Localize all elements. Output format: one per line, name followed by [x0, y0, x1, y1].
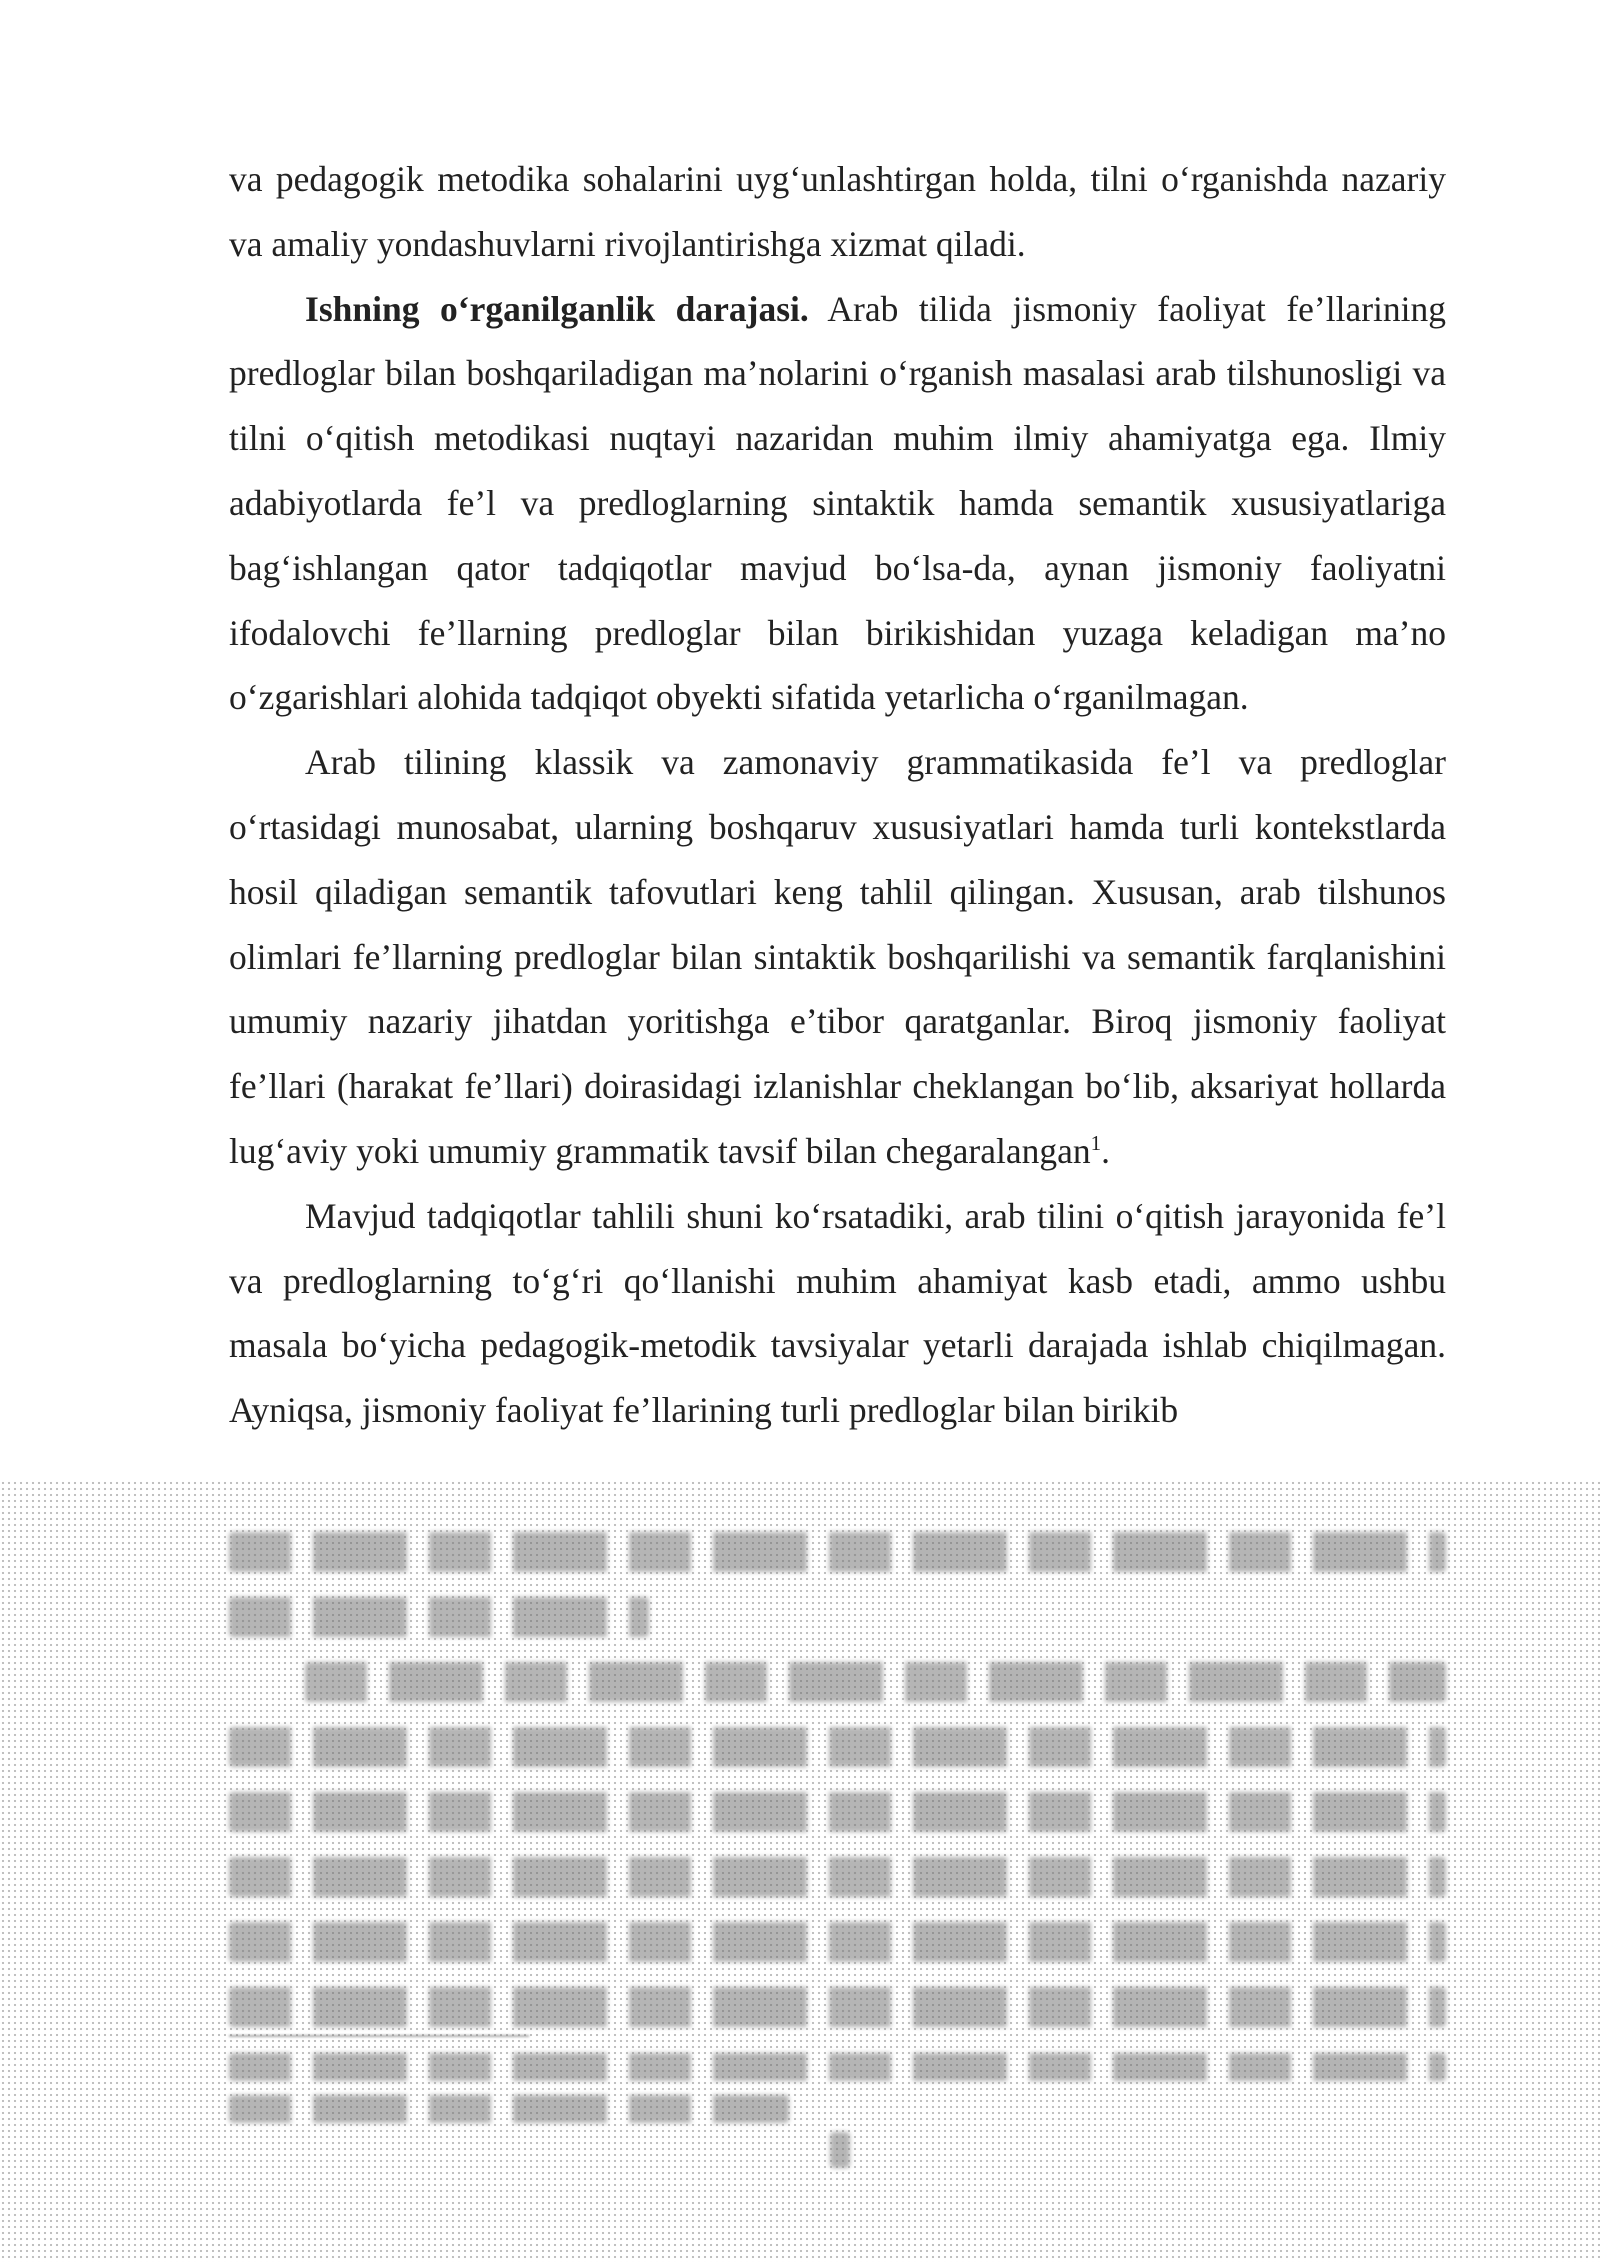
paragraph-1-text: va pedagogik metodika sohalarini uyg‘unlashtirgan holda, tilni o‘rganishda nazariy va amaliy yondashuvlarni rivojlantirishga xizmat qiladi.	[229, 159, 1446, 264]
obscured-region	[0, 1480, 1600, 2262]
obscured-page-number	[830, 2132, 850, 2168]
obscured-line	[229, 1792, 1446, 1832]
obscured-line	[229, 1922, 1446, 1962]
footnote-separator	[229, 2035, 529, 2037]
paragraph-4	[229, 1184, 1446, 1443]
obscured-line	[229, 1532, 1446, 1572]
obscured-line	[229, 1987, 1446, 2027]
paragraph-2	[229, 277, 1446, 731]
paragraph-4-text: Mavjud tadqiqotlar tahlili shuni ko‘rsatadiki, arab tilini o‘qitish jarayonida fe’l va predloglarning to‘g‘ri qo‘llanishi muhim ahamiyat kasb etadi, ammo ushbu masala bo‘yicha pedagogik-metodik tavsiyalar yetarli darajada ishlab chiqilmagan. Ayniqsa, jismoniy faoliyat fe’llarining turli predloglar bilan birikib	[229, 1195, 1446, 1431]
footnote-reference: 1	[1090, 1131, 1102, 1156]
obscured-footnote-line	[229, 2095, 789, 2123]
section-heading-inline: Ishning o‘rganilganlik darajasi.	[305, 288, 809, 329]
paragraph-3-text: Arab tilining klassik va zamonaviy grammatikasida fe’l va predloglar o‘rtasidagi munosabat, ularning boshqaruv xususiyatlari hamda turli kontekstlarda hosil qiladigan semantik tafovutlari keng tahlil qilingan. Xususan, arab tilshunos olimlari fe’llarning predloglar bilan sintaktik boshqarilishi va semantik farqlanishini umumiy nazariy jihatdan yoritishga e’tibor qaratganlar. Biroq jismoniy faoliyat fe’llari (harakat fe’llari) doirasidagi izlanishlar cheklangan bo‘lib, aksariyat hollarda lug‘aviy yoki umumiy grammatik tavsif bilan chegaralangan	[229, 742, 1446, 1171]
paragraph-3	[229, 730, 1446, 1184]
body-text	[229, 147, 1446, 1443]
paragraph-2-text: Arab tilida jismoniy faoliyat fe’llarining predloglar bilan boshqariladigan ma’nolarini o‘rganish masalasi arab tilshunosligi va tilni o‘qitish metodikasi nuqtayi nazaridan muhim ilmiy ahamiyatga ega. Ilmiy adabiyotlarda fe’l va predloglarning sintaktik hamda semantik xususiyatlariga bag‘ishlangan qator tadqiqotlar mavjud bo‘lsa-da, aynan jismoniy faoliyatni ifodalovchi fe’llarning predloglar bilan birikishidan yuzaga keladigan ma’no o‘zgarishlari alohida tadqiqot obyekti sifatida yetarlicha o‘rganilmagan.	[229, 288, 1446, 718]
paragraph-3-end: .	[1101, 1130, 1110, 1171]
obscured-line	[229, 1597, 649, 1637]
obscured-footnote-line	[229, 2053, 1446, 2081]
obscured-line	[305, 1662, 1446, 1702]
paragraph-1	[229, 147, 1446, 277]
obscured-line	[229, 1727, 1446, 1767]
obscured-line	[229, 1857, 1446, 1897]
